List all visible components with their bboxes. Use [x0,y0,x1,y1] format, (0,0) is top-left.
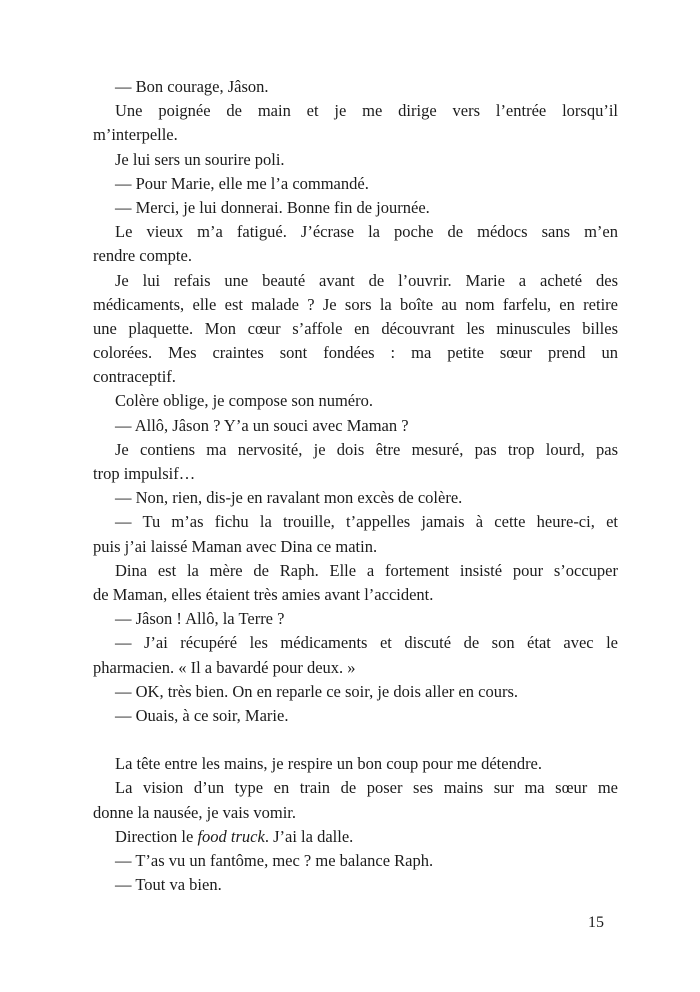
paragraph [93,414,618,438]
paragraph [93,438,618,486]
text-segment: — T’as vu un fantôme, mec ? me balance Raph. [115,851,434,870]
paragraph [93,389,618,413]
text-segment: Dina est la mère de Raph. Elle a fortement insisté pour s’occuper [115,560,618,580]
text-line [93,486,618,510]
paragraph [93,849,618,873]
text-line [93,172,618,196]
text-segment: contraceptif. [93,367,176,387]
paragraph [93,825,618,849]
text-line [93,196,618,220]
text-segment: Une poignée de main et je me dirige vers l’entrée lorsqu’il [115,101,618,121]
paragraph [93,559,618,607]
text-line [93,559,618,583]
text-segment: Je lui refais une beauté avant de l’ouvrir. Marie a acheté des [115,270,618,290]
text-segment: Je lui sers un sourire poli. [115,149,285,169]
text-segment: rendre compte. [93,246,192,266]
text-line [93,438,618,462]
text-line [93,535,618,559]
page-number: 15 [588,914,604,931]
text-segment: — J’ai récupéré les médicaments et discuté de son état avec le [115,633,618,653]
text-line [93,389,618,413]
text-block [93,75,618,897]
text-segment: Colère oblige, je compose son numéro. [115,391,373,411]
text-line [93,462,618,486]
text-line [93,220,618,244]
text-line [93,607,618,631]
text-line [93,75,618,99]
text-segment: — OK, très bien. On en reparle ce soir, je dois aller en cours. [115,681,518,701]
paragraph [93,776,618,824]
text-line [93,680,618,704]
text-line [93,631,618,655]
text-segment: Je contiens ma nervosité, je dois être mesuré, pas trop lourd, pas [115,439,618,459]
text-segment: Le vieux m’a fatigué. J’écrase la poche de médocs sans m’en [115,222,618,242]
text-segment: donne la nausée, je vais vomir. [93,802,296,822]
paragraph [93,680,618,704]
text-segment: une plaquette. Mon cœur s’affole en découvrant les minuscules billes [93,318,618,338]
text-segment: La tête entre les mains, je respire un bon coup pour me détendre. [115,754,543,774]
text-segment: — Merci, je lui donnerai. Bonne fin de journée. [115,197,430,217]
text-line [93,825,618,849]
paragraph [93,220,618,268]
paragraph [93,172,618,196]
text-segment: — Tu m’as fichu la trouille, t’appelles jamais à cette heure-ci, et [115,512,618,532]
text-line [93,849,618,873]
text-segment: médicaments, elle est malade ? Je sors la boîte au nom farfelu, en retire [93,294,618,314]
text-line [93,583,618,607]
text-segment: — Tout va bien. [115,875,222,895]
text-segment: — Pour Marie, elle me l’a commandé. [115,173,369,193]
text-segment: trop impulsif… [93,464,196,483]
text-segment: Direction le [115,826,198,846]
text-segment: colorées. Mes craintes sont fondées : ma petite sœur prend un [93,343,618,363]
paragraph [93,148,618,172]
text-line [93,704,618,728]
section-break [93,728,618,752]
text-segment: — Allô, Jâson ? Y’a un souci avec Maman ? [115,415,409,435]
paragraph [93,510,618,558]
text-segment: — Bon courage, Jâson. [115,77,269,96]
text-line [93,752,618,776]
text-line [93,414,618,438]
text-segment: — Non, rien, dis-je en ravalant mon excès de colère. [115,488,463,508]
text-line [93,148,618,172]
text-segment: pharmacien. « Il a bavardé pour deux. » [93,657,356,677]
text-segment: — Jâson ! Allô, la Terre ? [115,609,285,629]
paragraph [93,752,618,776]
text-segment: de Maman, elles étaient très amies avant l’accident. [93,584,434,604]
text-line [93,99,618,123]
text-segment: m’interpelle. [93,125,178,145]
text-line [93,123,618,147]
text-line [93,873,618,897]
paragraph [93,269,618,390]
paragraph [93,196,618,220]
text-line [93,801,618,825]
paragraph [93,486,618,510]
paragraph [93,99,618,147]
paragraph [93,873,618,897]
paragraph [93,75,618,99]
text-line [93,269,618,293]
paragraph [93,704,618,728]
text-line [93,365,618,389]
text-segment: La vision d’un type en train de poser ses mains sur ma sœur me [115,778,618,798]
text-line [93,341,618,365]
text-line [93,293,618,317]
italic-text: food truck [197,826,265,846]
text-segment: — Ouais, à ce soir, Marie. [115,705,289,725]
text-line [93,656,618,680]
text-segment: puis j’ai laissé Maman avec Dina ce matin. [93,536,378,556]
paragraph [93,607,618,631]
text-segment: . J’ai la dalle. [264,826,354,846]
text-line [93,317,618,341]
paragraph [93,631,618,679]
text-line [93,244,618,268]
text-line [93,776,618,800]
text-line [93,510,618,534]
